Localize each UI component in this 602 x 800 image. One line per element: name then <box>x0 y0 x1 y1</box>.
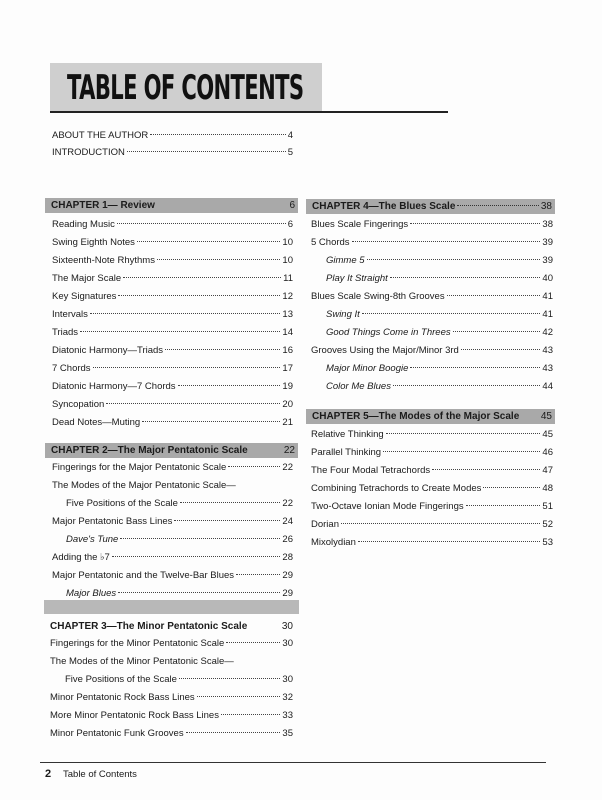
entry-label: Syncopation <box>52 399 105 410</box>
leader-dots <box>226 642 280 643</box>
entry-label: Triads <box>52 327 79 338</box>
entry-page: 10 <box>282 237 293 248</box>
entry-page: 21 <box>282 417 293 428</box>
toc-entry[interactable] <box>52 236 293 250</box>
leader-dots <box>165 349 280 350</box>
entry-page: 13 <box>282 309 293 320</box>
entry-label: Reading Music <box>52 219 115 230</box>
leader-dots <box>127 151 286 152</box>
toc-entry[interactable] <box>52 344 293 358</box>
entry-page: 33 <box>282 710 293 721</box>
entry-label: Relative Thinking <box>311 429 384 440</box>
entry-page: 39 <box>542 237 553 248</box>
chapter-title: CHAPTER 3—The Minor Pentatonic Scale <box>50 621 248 632</box>
entry-page: 41 <box>542 291 553 302</box>
leader-dots <box>410 367 540 368</box>
entry-label: The Modes of the Minor Pentatonic Scale— <box>50 656 234 667</box>
toc-entry[interactable] <box>52 254 293 268</box>
leader-dots <box>137 241 281 242</box>
entry-label: Fingerings for the Major Pentatonic Scale <box>52 462 227 473</box>
leader-dots <box>186 732 281 733</box>
leader-dots <box>90 313 281 314</box>
toc-entry-tune[interactable] <box>326 254 553 268</box>
entry-label: Dorian <box>311 519 339 530</box>
leader-dots <box>461 349 541 350</box>
toc-entry[interactable] <box>52 272 293 286</box>
toc-entry[interactable] <box>50 727 293 741</box>
entry-page: 42 <box>542 327 553 338</box>
entry-label: Play It Straight <box>326 273 388 284</box>
toc-entry[interactable] <box>311 290 553 304</box>
leader-dots <box>180 502 280 503</box>
toc-entry[interactable] <box>311 500 553 514</box>
leader-dots <box>80 331 280 332</box>
chapter-title: CHAPTER 1— Review <box>51 200 155 211</box>
entry-page: 35 <box>282 728 293 739</box>
entry-page: 38 <box>542 219 553 230</box>
leader-dots <box>118 592 280 593</box>
page-title: TABLE OF CONTENTS <box>67 68 304 108</box>
footer-page-number: 2 <box>45 768 52 780</box>
entry-page: 40 <box>542 273 553 284</box>
leader-dots <box>341 523 540 524</box>
leader-dots <box>179 678 280 679</box>
toc-entry[interactable] <box>52 416 293 430</box>
entry-label: 5 Chords <box>311 237 350 248</box>
entry-page: 26 <box>282 534 293 545</box>
leader-dots <box>483 487 540 488</box>
entry-page: 12 <box>282 291 293 302</box>
entry-label: Parallel Thinking <box>311 447 382 458</box>
chapter-2-heading[interactable] <box>45 443 298 458</box>
entry-page: 45 <box>542 429 553 440</box>
toc-entry[interactable] <box>50 637 293 651</box>
entry-label: Diatonic Harmony—7 Chords <box>52 381 176 392</box>
leader-dots <box>362 313 541 314</box>
leader-dots <box>236 574 280 575</box>
entry-label: Minor Pentatonic Funk Grooves <box>50 728 184 739</box>
toc-entry[interactable] <box>52 461 293 475</box>
toc-entry[interactable] <box>311 218 553 232</box>
entry-page: 17 <box>282 363 293 374</box>
toc-entry-tune[interactable] <box>326 326 553 340</box>
leader-dots <box>120 538 280 539</box>
chapter-4-heading[interactable] <box>306 199 555 214</box>
entry-label: ABOUT THE AUTHOR <box>52 130 149 141</box>
entry-page: 30 <box>282 674 293 685</box>
toc-entry[interactable] <box>311 482 553 496</box>
leader-dots <box>178 385 281 386</box>
entry-label: Mixolydian <box>311 537 356 548</box>
toc-entry[interactable] <box>52 308 293 322</box>
toc-entry[interactable] <box>52 290 293 304</box>
entry-page: 46 <box>542 447 553 458</box>
toc-entry[interactable] <box>52 326 293 340</box>
entry-label: Swing It <box>326 309 360 320</box>
leader-dots <box>106 403 280 404</box>
leader-dots <box>383 451 540 452</box>
toc-entry-tune[interactable] <box>326 272 553 286</box>
toc-entry[interactable] <box>52 515 293 529</box>
entry-label: Dave's Tune <box>66 534 119 545</box>
toc-entry-tune[interactable] <box>326 362 553 376</box>
chapter-page: 6 <box>289 200 295 211</box>
entry-label: Swing Eighth Notes <box>52 237 135 248</box>
leader-dots <box>453 331 541 332</box>
entry-label: Major Pentatonic and the Twelve-Bar Blues <box>52 570 235 581</box>
leader-dots <box>150 134 285 135</box>
entry-page: 41 <box>542 309 553 320</box>
leader-dots <box>197 696 281 697</box>
toc-entry[interactable] <box>311 536 553 550</box>
leader-dots <box>352 241 541 242</box>
entry-page: 43 <box>542 363 553 374</box>
entry-label: Diatonic Harmony—Triads <box>52 345 164 356</box>
toc-entry[interactable] <box>52 218 293 232</box>
footer-title: Table of Contents <box>63 769 137 780</box>
title-rule <box>50 111 448 113</box>
chapter-page: 38 <box>540 201 552 212</box>
toc-entry[interactable] <box>52 551 293 565</box>
toc-entry[interactable] <box>52 569 293 583</box>
entry-label: Blues Scale Fingerings <box>311 219 409 230</box>
entry-label: Fingerings for the Minor Pentatonic Scale <box>50 638 225 649</box>
chapter-title: CHAPTER 5—The Modes of the Major Scale <box>312 411 520 422</box>
entry-label: INTRODUCTION <box>52 147 125 158</box>
entry-label: The Modes of the Major Pentatonic Scale— <box>52 480 236 491</box>
entry-page: 4 <box>287 130 293 141</box>
entry-label: Key Signatures <box>52 291 117 302</box>
toc-entry[interactable] <box>65 673 293 687</box>
toc-entry[interactable] <box>52 362 293 376</box>
entry-label: Two-Octave Ionian Mode Fingerings <box>311 501 464 512</box>
entry-label: Five Positions of the Scale <box>65 674 177 685</box>
entry-page: 51 <box>542 501 553 512</box>
entry-label: Grooves Using the Major/Minor 3rd <box>311 345 459 356</box>
leader-dots <box>410 223 540 224</box>
toc-entry[interactable] <box>66 497 293 511</box>
leader-dots <box>457 205 539 206</box>
chapter-title: CHAPTER 4—The Blues Scale <box>312 201 456 212</box>
entry-label: Adding the ♭7 <box>52 552 110 563</box>
toc-entry[interactable] <box>311 344 553 358</box>
entry-label: Blues Scale Swing-8th Grooves <box>311 291 445 302</box>
entry-page: 52 <box>542 519 553 530</box>
entry-page: 39 <box>542 255 553 266</box>
toc-entry-introduction[interactable] <box>52 146 293 160</box>
chapter-page: 30 <box>281 621 293 632</box>
entry-label: Good Things Come in Threes <box>326 327 451 338</box>
entry-page: 28 <box>282 552 293 563</box>
leader-dots <box>112 556 281 557</box>
toc-entry-tune[interactable] <box>66 587 293 601</box>
entry-label: Minor Pentatonic Rock Bass Lines <box>50 692 195 703</box>
toc-entry-tune[interactable] <box>326 380 553 394</box>
entry-page: 16 <box>282 345 293 356</box>
entry-label: Major Pentatonic Bass Lines <box>52 516 173 527</box>
leader-dots <box>390 277 541 278</box>
entry-page: 53 <box>542 537 553 548</box>
entry-page: 22 <box>282 462 293 473</box>
leader-dots <box>117 223 286 224</box>
entry-page: 29 <box>282 588 293 599</box>
leader-dots <box>93 367 281 368</box>
entry-label: Gimme 5 <box>326 255 365 266</box>
toc-entry[interactable] <box>52 398 293 412</box>
toc-entry[interactable] <box>52 380 293 394</box>
toc-entry[interactable] <box>311 464 553 478</box>
leader-dots <box>358 541 541 542</box>
chapter-5-heading[interactable] <box>306 409 555 424</box>
toc-entry-about-author[interactable] <box>52 129 293 143</box>
chapter-3-heading[interactable] <box>50 619 293 634</box>
leader-dots <box>228 466 280 467</box>
leader-dots <box>118 295 280 296</box>
divider-bar <box>44 600 299 614</box>
leader-dots <box>157 259 280 260</box>
entry-label: Combining Tetrachords to Create Modes <box>311 483 482 494</box>
entry-page: 47 <box>542 465 553 476</box>
entry-page: 29 <box>282 570 293 581</box>
toc-entry[interactable] <box>50 691 293 705</box>
toc-entry[interactable] <box>50 709 293 723</box>
entry-label: 7 Chords <box>52 363 91 374</box>
entry-label: Color Me Blues <box>326 381 391 392</box>
entry-label: The Major Scale <box>52 273 122 284</box>
entry-page: 14 <box>282 327 293 338</box>
leader-dots <box>393 385 540 386</box>
entry-page: 43 <box>542 345 553 356</box>
leader-dots <box>432 469 540 470</box>
entry-page: 44 <box>542 381 553 392</box>
footer-rule <box>40 762 546 763</box>
leader-dots <box>174 520 280 521</box>
entry-label: Five Positions of the Scale <box>66 498 178 509</box>
entry-page: 22 <box>282 498 293 509</box>
entry-label: More Minor Pentatonic Rock Bass Lines <box>50 710 219 721</box>
entry-page: 5 <box>287 147 293 158</box>
toc-entry[interactable] <box>50 655 293 669</box>
entry-page: 11 <box>283 273 293 284</box>
leader-dots <box>221 714 280 715</box>
entry-page: 30 <box>282 638 293 649</box>
entry-page: 20 <box>282 399 293 410</box>
entry-page: 6 <box>287 219 293 230</box>
entry-label: Major Minor Boogie <box>326 363 409 374</box>
entry-page: 10 <box>282 255 293 266</box>
toc-entry[interactable] <box>311 236 553 250</box>
leader-dots <box>386 433 541 434</box>
entry-page: 48 <box>542 483 553 494</box>
leader-dots <box>123 277 281 278</box>
chapter-1-heading[interactable] <box>45 198 298 213</box>
entry-page: 19 <box>282 381 293 392</box>
entry-page: 24 <box>282 516 293 527</box>
entry-page: 32 <box>282 692 293 703</box>
leader-dots <box>142 421 280 422</box>
toc-entry[interactable] <box>311 446 553 460</box>
entry-label: Dead Notes—Muting <box>52 417 141 428</box>
chapter-page: 22 <box>283 445 295 456</box>
toc-entry-tune[interactable] <box>326 308 553 322</box>
entry-label: Sixteenth-Note Rhythms <box>52 255 155 266</box>
leader-dots <box>466 505 541 506</box>
leader-dots <box>367 259 541 260</box>
toc-entry-tune[interactable] <box>66 533 293 547</box>
toc-entry[interactable] <box>311 428 553 442</box>
leader-dots <box>447 295 541 296</box>
entry-label: Intervals <box>52 309 88 320</box>
toc-entry[interactable] <box>52 479 293 493</box>
entry-label: The Four Modal Tetrachords <box>311 465 431 476</box>
chapter-page: 45 <box>540 411 552 422</box>
chapter-title: CHAPTER 2—The Major Pentatonic Scale <box>51 445 248 456</box>
toc-entry[interactable] <box>311 518 553 532</box>
entry-label: Major Blues <box>66 588 117 599</box>
